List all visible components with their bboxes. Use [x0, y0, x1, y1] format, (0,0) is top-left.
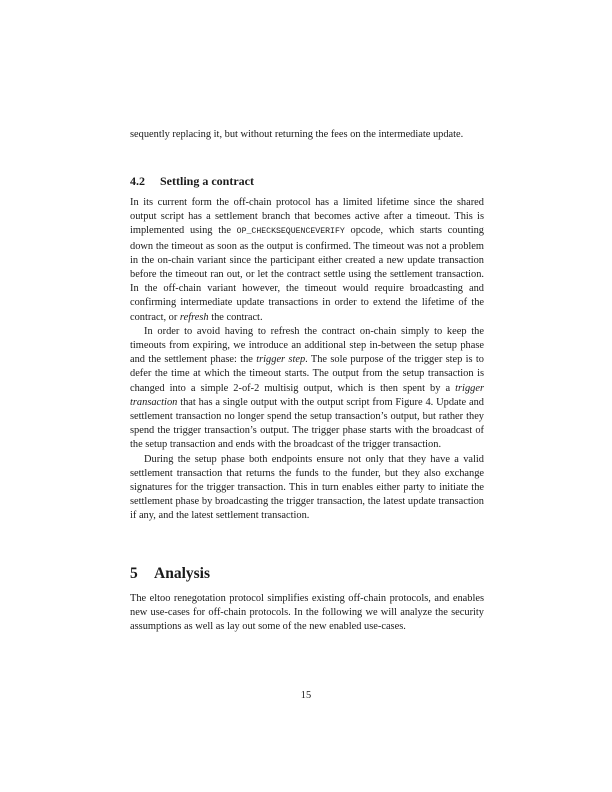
text-run: In its current form the off-chain protocol has a limited lifetime since the shared output script has a settlement branch that becomes active after a timeout. This is implemented using the: [130, 197, 484, 237]
text-run: that has a single output with the output script from Figure 4. Update and settlement transaction no longer spend the setup transaction’s output, but rather they spend the trigger transaction’s output. The trigger phase starts with the broadcast of the setup transaction and ends with the broadcast of the trigger transaction.: [130, 396, 484, 451]
intro-paragraph: [130, 128, 484, 142]
section-4-2-heading: [130, 174, 254, 189]
paragraph-settling-3: During the setup phase both endpoints ensure not only that they have a valid settlement transaction that returns the funds to the funder, but they also exchange signatures for the trigger transaction. This in turn enables either party to initiate the settlement phase by broadcasting the trigger transaction, the latest update transaction if any, and the latest settlement transaction.: [130, 453, 484, 522]
opcode-code: OP_CHECKSEQUENCEVERIFY: [236, 227, 345, 237]
emphasis-trigger-transaction: trigger transaction: [130, 382, 484, 408]
intro-text: sequently replacing it, but without returning the fees on the intermediate update.: [130, 129, 464, 140]
section-number: 5: [130, 565, 138, 582]
section-5-heading: [130, 565, 210, 583]
paragraph-analysis: The eltoo renegotation protocol simplifies existing off-chain protocols, and enables new use-cases for off-chain protocols. In the following we will analyze the security assumptions as well as lay out some of the new enabled use-cases.: [130, 593, 484, 633]
paragraph-settling-2: [130, 325, 484, 453]
section-title: Analysis: [154, 565, 210, 582]
emphasis-refresh: refresh: [179, 311, 209, 323]
text-run: the contract.: [208, 311, 263, 323]
section-5-body: [130, 592, 484, 635]
section-number: 4.2: [130, 174, 145, 188]
paragraph-settling-1: [130, 196, 484, 325]
section-4-2-body: [130, 196, 484, 524]
emphasis-trigger-step: trigger step: [256, 354, 306, 366]
text-run: . The sole purpose of the trigger step is to defer the time at which the timeout starts. The output from the setup transaction is changed into a simple 2-of-2 multisig output, which is then spent by a: [130, 354, 484, 394]
text-run: In order to avoid having to refresh the contract on-chain simply to keep the timeouts from expiring, we introduce an additional step in-between the setup phase and the settlement phase: the: [130, 325, 484, 366]
section-title: Settling a contract: [160, 174, 254, 188]
page-number: 15: [300, 690, 312, 701]
text-run: opcode, which starts counting down the timeout as soon as the output is confirmed. The timeout was not a problem in the on-chain variant since the participant either created a new update transaction before the timeout ran out, or let the contract settle using the settlement transaction. In the off-chain variant however, the timeout would require broadcasting and confirming intermediate update transactions in order to extend the lifetime of the contract, or: [130, 225, 485, 323]
